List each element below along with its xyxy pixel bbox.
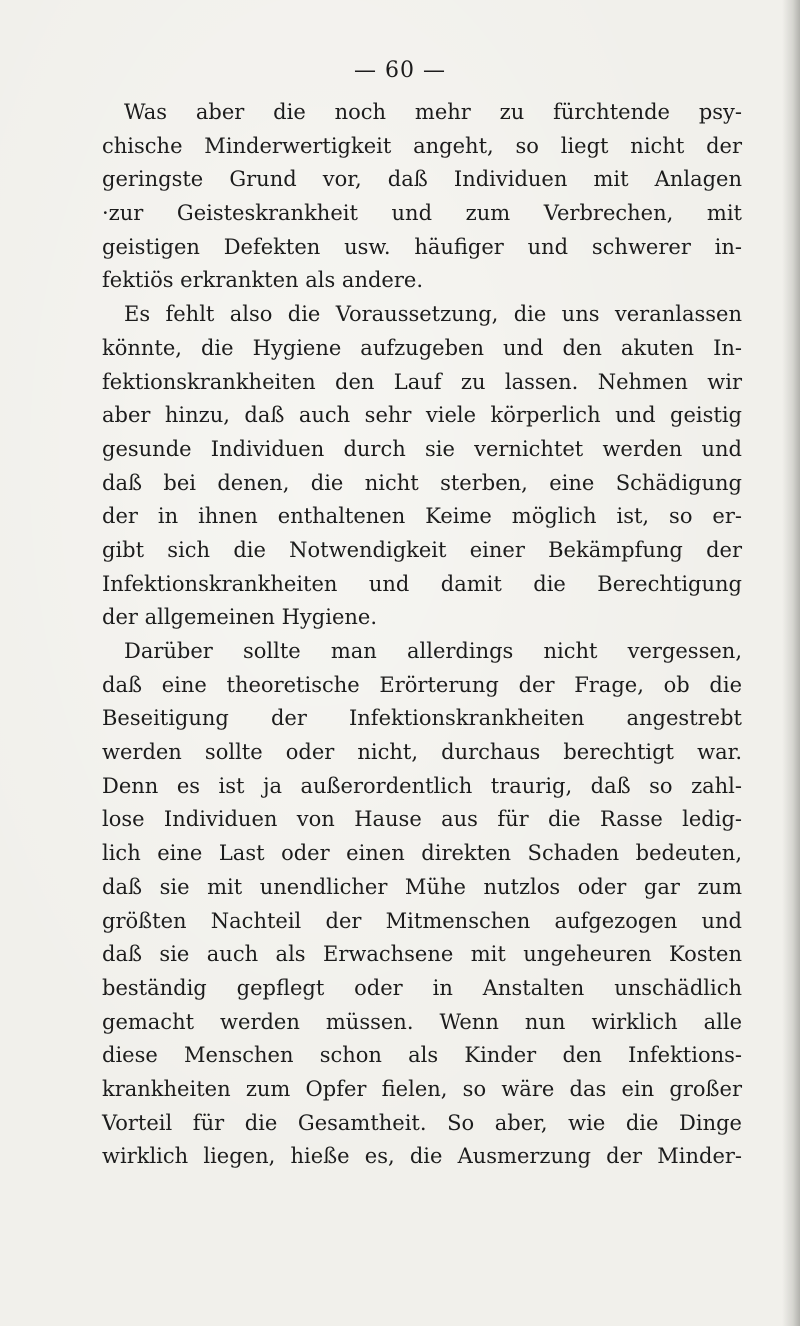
text-line: ·zur Geisteskrankheit und zum Verbrechen, mit [102,201,742,226]
text-line: Es fehlt also die Voraussetzung, die uns veranlassen [124,302,742,327]
text-line: daß eine theoretische Erörterung der Frage, ob die [102,672,742,697]
text-line: lich eine Last oder einen direkten Schaden bedeuten, [102,841,742,866]
text-line: gesunde Individuen durch sie vernichtet werden und [102,436,742,461]
text-line: lose Individuen von Hause aus für die Rasse ledig- [102,807,742,832]
text-line: könnte, die Hygiene aufzugeben und den akuten In- [102,335,742,360]
text-line: daß sie auch als Erwachsene mit ungeheuren Kosten [102,942,742,967]
text-line: fektiös erkrankten als andere. [102,268,423,293]
text-line: daß bei denen, die nicht sterben, eine Schädigung [102,470,742,495]
text-line: Vorteil für die Gesamtheit. So aber, wie die Dinge [102,1110,742,1135]
text-line: gemacht werden müssen. Wenn nun wirklich alle [102,1009,742,1034]
text-line: daß sie mit unendlicher Mühe nutzlos oder gar zum [102,874,742,899]
text-line: chische Minderwertigkeit angeht, so liegt nicht der [102,133,742,158]
text-line: Darüber sollte man allerdings nicht vergessen, [124,639,742,663]
text-line: der allgemeinen Hygiene. [102,605,378,630]
text-line: Beseitigung der Infektionskrankheiten angestrebt [102,706,742,731]
text-line: größten Nachteil der Mitmenschen aufgezogen und [102,908,742,933]
text-line: fektionskrankheiten den Lauf zu lassen. Nehmen wir [102,369,742,394]
text-line: krankheiten zum Opfer fielen, so wäre das ein großer [102,1076,742,1101]
text-line: der in ihnen enthaltenen Keime möglich ist, so er- [102,504,742,529]
text-line: geistigen Defekten usw. häufiger und schwerer in- [102,234,742,259]
text-line: aber hinzu, daß auch sehr viele körperlich und geistig [102,403,742,428]
text-line: Denn es ist ja außerordentlich traurig, daß so zahl- [102,773,742,798]
text-line: geringste Grund vor, daß Individuen mit Anlagen [102,167,742,192]
text-line: Was aber die noch mehr zu fürchtende psy- [124,100,742,124]
text-line: Infektionskrankheiten und damit die Berechtigung [102,571,742,596]
text-line: beständig gepflegt oder in Anstalten unschädlich [102,975,742,1000]
page-number: — 60 — [354,58,446,83]
text-line: diese Menschen schon als Kinder den Infektions- [102,1043,742,1068]
body-text [102,96,742,1174]
text-line: wirklich liegen, hieße es, die Ausmerzung der Minder- [102,1144,742,1169]
page-edge-shadow [782,0,800,1326]
text-line: gibt sich die Notwendigkeit einer Bekämpfung der [102,537,742,562]
text-line: werden sollte oder nicht, durchaus berechtigt war. [102,740,742,765]
